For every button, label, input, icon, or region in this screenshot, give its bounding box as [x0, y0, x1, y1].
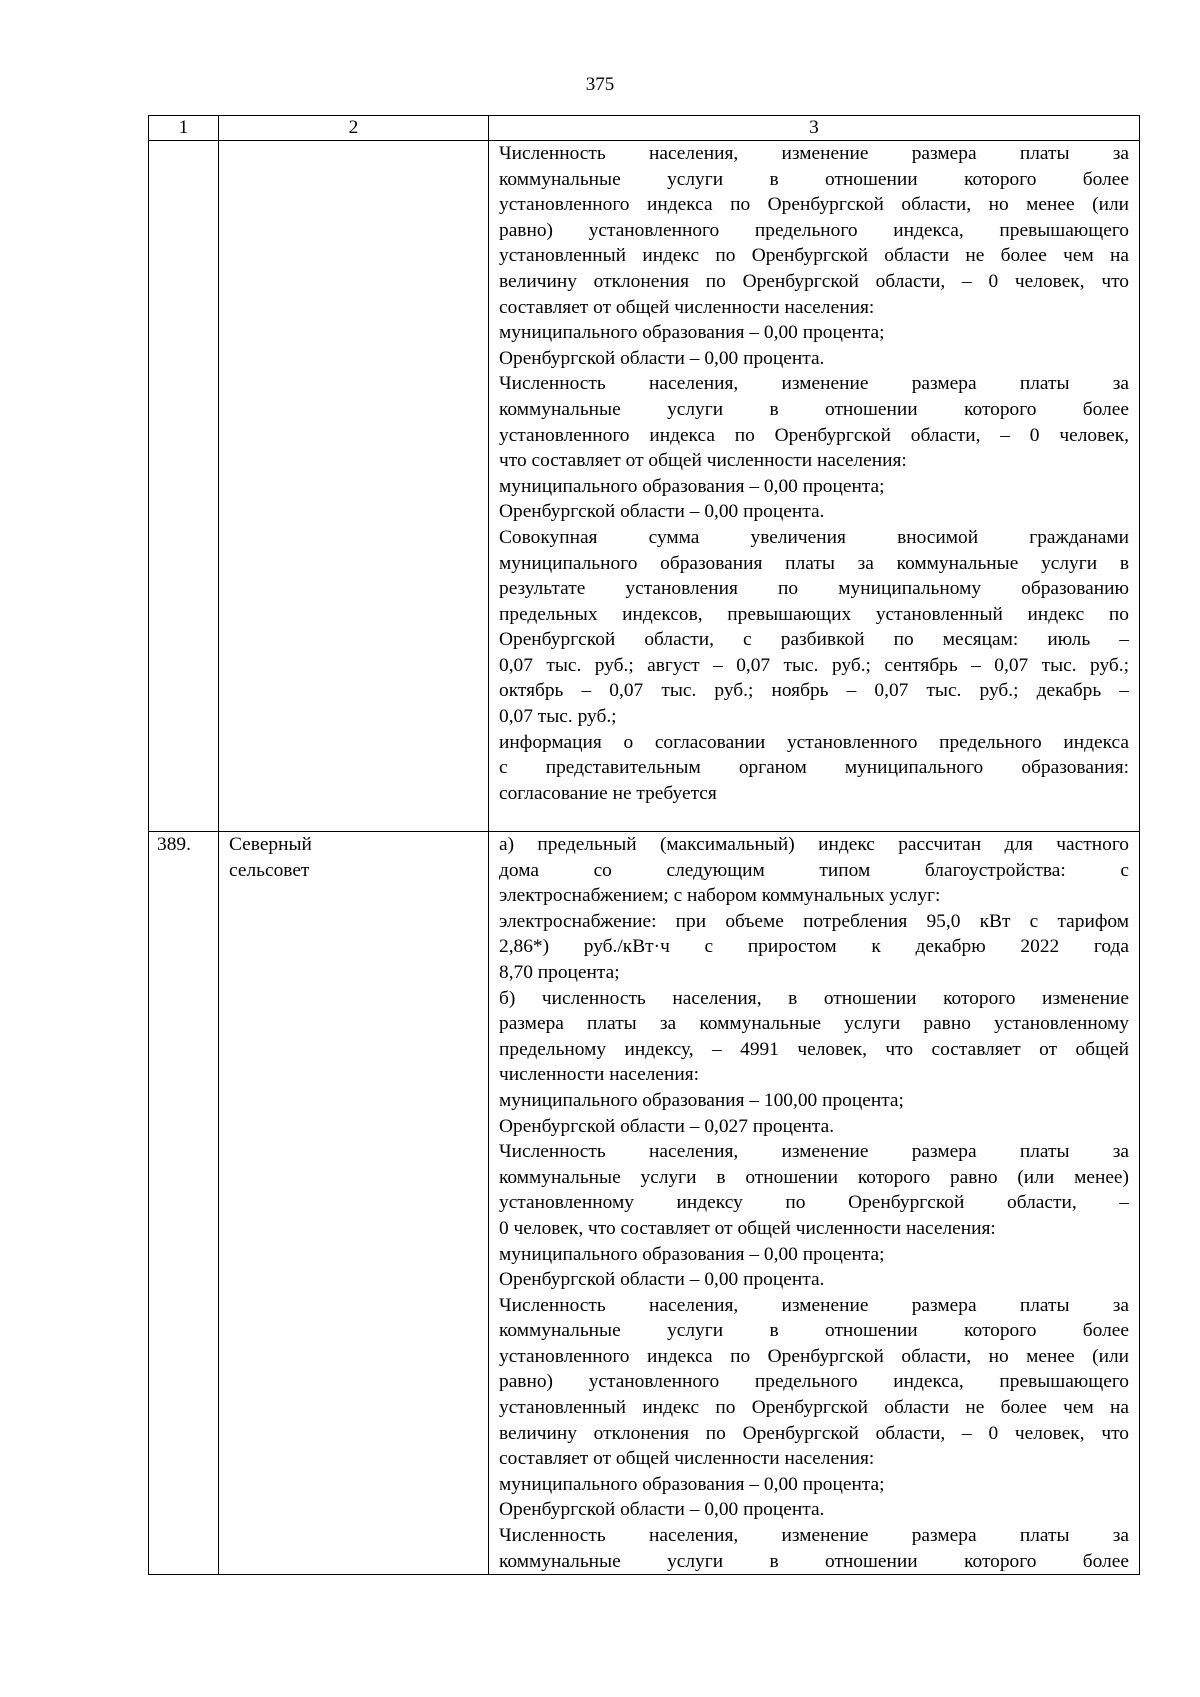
- description-line: 0 человек, что составляет от общей численности населения:: [499, 1217, 996, 1239]
- table-header-row: [149, 116, 1140, 141]
- description-line: муниципального образования – 100,00 процента;: [499, 1089, 904, 1111]
- row-description-cell: [489, 141, 1140, 832]
- description-line: Численность населения, изменение размера платы за: [499, 1525, 1129, 1547]
- description-line: Численность населения, изменение размера платы за: [499, 1294, 1129, 1316]
- description-line: электроснабжением; с набором коммунальных услуг:: [499, 885, 941, 907]
- description-line: муниципального образования – 0,00 процента;: [499, 1473, 885, 1495]
- description-line: Оренбургской области – 0,00 процента.: [499, 501, 825, 523]
- description-line: муниципального образования – 0,00 процента;: [499, 322, 885, 344]
- description-line: результате установления по муниципальному образованию: [499, 578, 1129, 600]
- row-name-line: Северный: [229, 834, 312, 855]
- description-line: коммунальные услуги в отношении которого более: [499, 168, 1129, 190]
- description-line: муниципального образования – 0,00 процента;: [499, 1243, 885, 1265]
- description-line: что составляет от общей численности населения:: [499, 450, 907, 472]
- header-col-3: 3: [489, 116, 1140, 141]
- description-line: коммунальные услуги в отношении которого более: [499, 1550, 1129, 1572]
- description-line: коммунальные услуги в отношении которого равно (или менее): [499, 1166, 1129, 1188]
- description-line: октябрь – 0,07 тыс. руб.; ноябрь – 0,07 тыс. руб.; декабрь –: [499, 680, 1129, 702]
- description-line: численности населения:: [499, 1064, 700, 1086]
- row-name-line: сельсовет: [229, 859, 310, 881]
- description-line: коммунальные услуги в отношении которого более: [499, 1320, 1129, 1342]
- row-name-cell: [219, 141, 489, 832]
- description-line: установленного индекса по Оренбургской области, но менее (или: [499, 1345, 1129, 1367]
- description-line: Численность населения, изменение размера платы за: [499, 373, 1129, 395]
- description-line: величину отклонения по Оренбургской области, – 0 человек, что: [499, 1422, 1129, 1444]
- description-line: составляет от общей численности населения:: [499, 1448, 875, 1470]
- description-line: размера платы за коммунальные услуги равно установленному: [499, 1013, 1129, 1035]
- description-line: а) предельный (максимальный) индекс рассчитан для частного: [499, 834, 1129, 855]
- description-line: Совокупная сумма увеличения вносимой гражданами: [499, 526, 1129, 548]
- row-number-cell: [149, 141, 219, 832]
- description-line: Оренбургской области – 0,00 процента.: [499, 347, 825, 369]
- description-line: предельному индексу, – 4991 человек, что составляет от общей: [499, 1038, 1129, 1060]
- document-table: [148, 115, 1140, 1575]
- row-number-cell: 389.: [149, 832, 219, 1575]
- description-line: муниципального образования – 0,00 процента;: [499, 475, 885, 497]
- description-line: дома со следующим типом благоустройства: с: [499, 859, 1129, 881]
- page-number: 375: [585, 74, 615, 95]
- row-name-cell: [219, 832, 489, 1575]
- description-line: согласование не требуется: [499, 782, 717, 804]
- description-line: коммунальные услуги в отношении которого более: [499, 398, 1129, 420]
- description-line: составляет от общей численности населения:: [499, 296, 875, 318]
- description-line: с представительным органом муниципального образования:: [499, 757, 1129, 779]
- description-line: установленный индекс по Оренбургской области не более чем на: [499, 1397, 1129, 1419]
- description-line: установленный индекс по Оренбургской области не более чем на: [499, 245, 1129, 267]
- description-line: Оренбургской области – 0,00 процента.: [499, 1269, 825, 1291]
- description-line: равно) установленного предельного индекса, превышающего: [499, 219, 1129, 241]
- description-line: предельных индексов, превышающих установленный индекс по: [499, 603, 1129, 625]
- description-line: б) численность населения, в отношении которого изменение: [499, 987, 1129, 1009]
- description-line: Оренбургской области – 0,00 процента.: [499, 1499, 825, 1521]
- description-line: Численность населения, изменение размера платы за: [499, 143, 1129, 164]
- header-col-1: 1: [149, 116, 219, 141]
- description-line: установленного индекса по Оренбургской области, – 0 человек,: [499, 424, 1129, 446]
- description-line: 2,86*) руб./кВт·ч с приростом к декабрю 2022 года: [499, 936, 1129, 958]
- header-col-2: 2: [219, 116, 489, 141]
- description-line: муниципального образования платы за коммунальные услуги в: [499, 552, 1129, 574]
- description-line: Оренбургской области – 0,027 процента.: [499, 1115, 835, 1137]
- table-row-continuation: [149, 141, 1140, 832]
- table-row-389: [149, 832, 1140, 1575]
- row-description-cell: [489, 832, 1140, 1575]
- description-line: установленному индексу по Оренбургской области, –: [499, 1192, 1129, 1214]
- description-line: 0,07 тыс. руб.;: [499, 706, 617, 728]
- description-line: равно) установленного предельного индекса, превышающего: [499, 1371, 1129, 1393]
- description-line: величину отклонения по Оренбургской области, – 0 человек, что: [499, 270, 1129, 292]
- description-line: 8,70 процента;: [499, 961, 620, 983]
- description-line: информация о согласовании установленного предельного индекса: [499, 731, 1129, 753]
- description-line: электроснабжение: при объеме потребления 95,0 кВт с тарифом: [499, 910, 1129, 932]
- description-line: 0,07 тыс. руб.; август – 0,07 тыс. руб.; сентябрь – 0,07 тыс. руб.;: [499, 654, 1129, 676]
- description-line: Оренбургской области, с разбивкой по месяцам: июль –: [499, 629, 1129, 651]
- description-line: установленного индекса по Оренбургской области, но менее (или: [499, 194, 1129, 216]
- description-line: Численность населения, изменение размера платы за: [499, 1141, 1129, 1163]
